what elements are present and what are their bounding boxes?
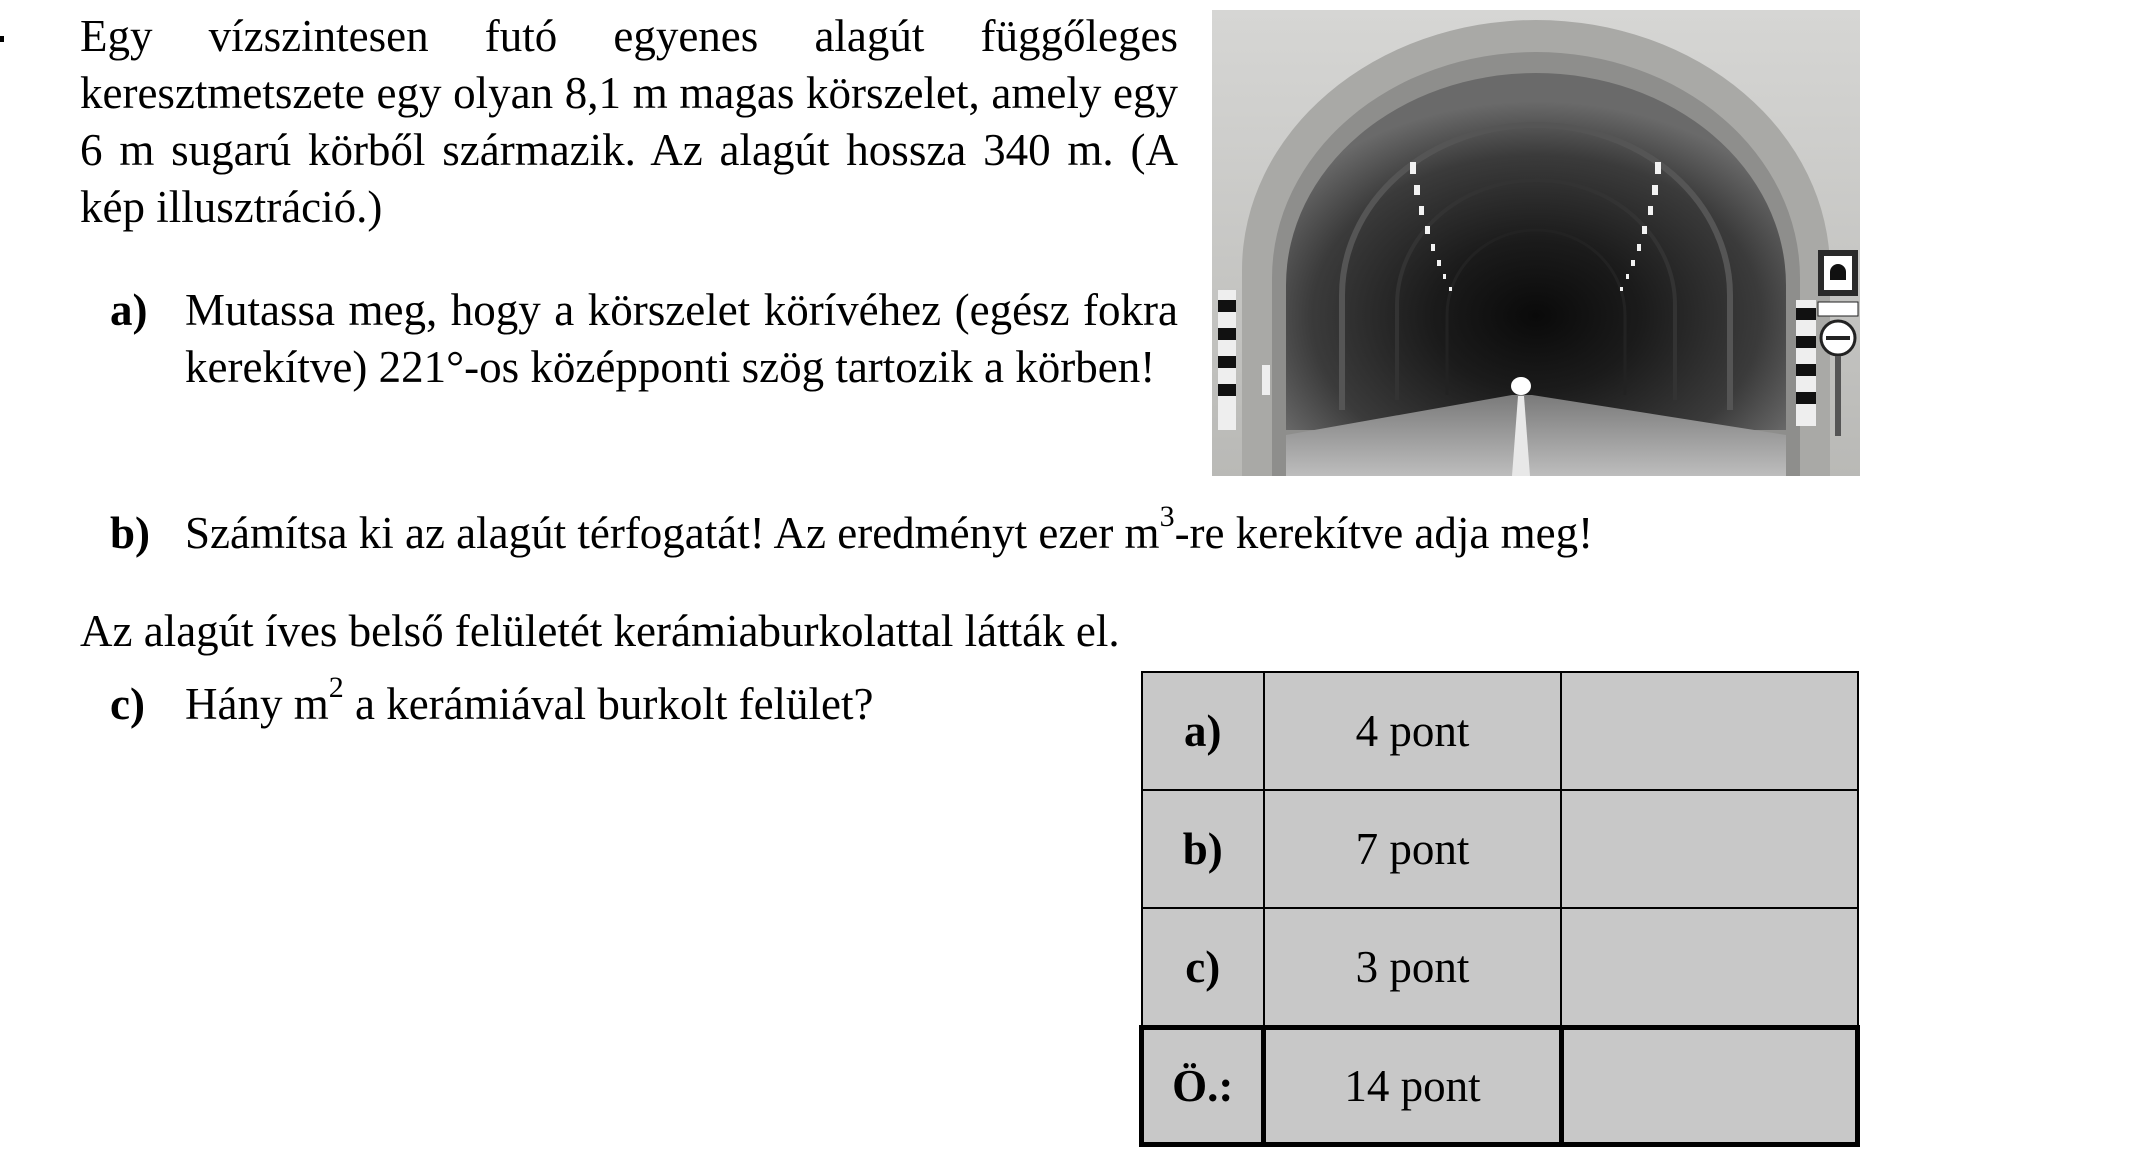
task-b-text-after: -re kerekítve adja meg! xyxy=(1174,508,1594,558)
task-c-label: c) xyxy=(110,679,145,729)
surface-sentence: Az alagút íves belső felületét kerámiaburkolattal látták el. xyxy=(80,606,1120,656)
tunnel-photo xyxy=(1212,10,1860,476)
task-c-text-before: Hány m xyxy=(185,679,329,729)
task-a-label: a) xyxy=(110,285,148,335)
task-b-text-before: Számítsa ki az alagút térfogatát! Az eredményt ezer m xyxy=(185,508,1160,558)
score-total-achieved xyxy=(1561,1028,1857,1145)
score-row-points: 7 pont xyxy=(1264,790,1561,908)
problem-intro: Egy vízszintesen futó egyenes alagút függőleges keresztmetszete egy olyan 8,1 m magas körszelet, amely egy 6 m sugarú körből származik. Az alagút hossza 340 m. (A kép illusztráció.) xyxy=(80,11,1178,232)
score-row-b xyxy=(1142,790,1858,908)
score-row-a xyxy=(1142,672,1858,790)
score-row-label: c) xyxy=(1142,908,1264,1028)
score-row-points: 3 pont xyxy=(1264,908,1561,1028)
task-c xyxy=(110,671,1110,733)
score-row-label: b) xyxy=(1142,790,1264,908)
task-a-text: Mutassa meg, hogy a körszelet körívéhez (egész fokra kerekítve) 221°-os középponti szög tartozik a körben! xyxy=(185,285,1178,392)
task-b-text xyxy=(185,500,1810,562)
score-row-total xyxy=(1142,1028,1858,1145)
task-c-text xyxy=(185,671,1110,733)
task-c-exponent: 2 xyxy=(328,671,344,704)
task-b-exponent: 3 xyxy=(1159,500,1175,533)
task-b xyxy=(110,500,1810,562)
task-b-label: b) xyxy=(110,508,151,558)
score-row-achieved xyxy=(1561,908,1857,1028)
task-c-text-after: a kerámiával burkolt felület? xyxy=(343,679,874,729)
score-row-points: 4 pont xyxy=(1264,672,1561,790)
score-row-achieved xyxy=(1561,790,1857,908)
score-row-achieved xyxy=(1561,672,1857,790)
score-table xyxy=(1139,671,1860,1147)
score-row-label: a) xyxy=(1142,672,1264,790)
task-a xyxy=(110,282,1178,396)
score-total-label: Ö.: xyxy=(1142,1028,1264,1145)
score-row-c xyxy=(1142,908,1858,1028)
score-total-points: 14 pont xyxy=(1264,1028,1561,1145)
list-marker xyxy=(0,36,4,42)
